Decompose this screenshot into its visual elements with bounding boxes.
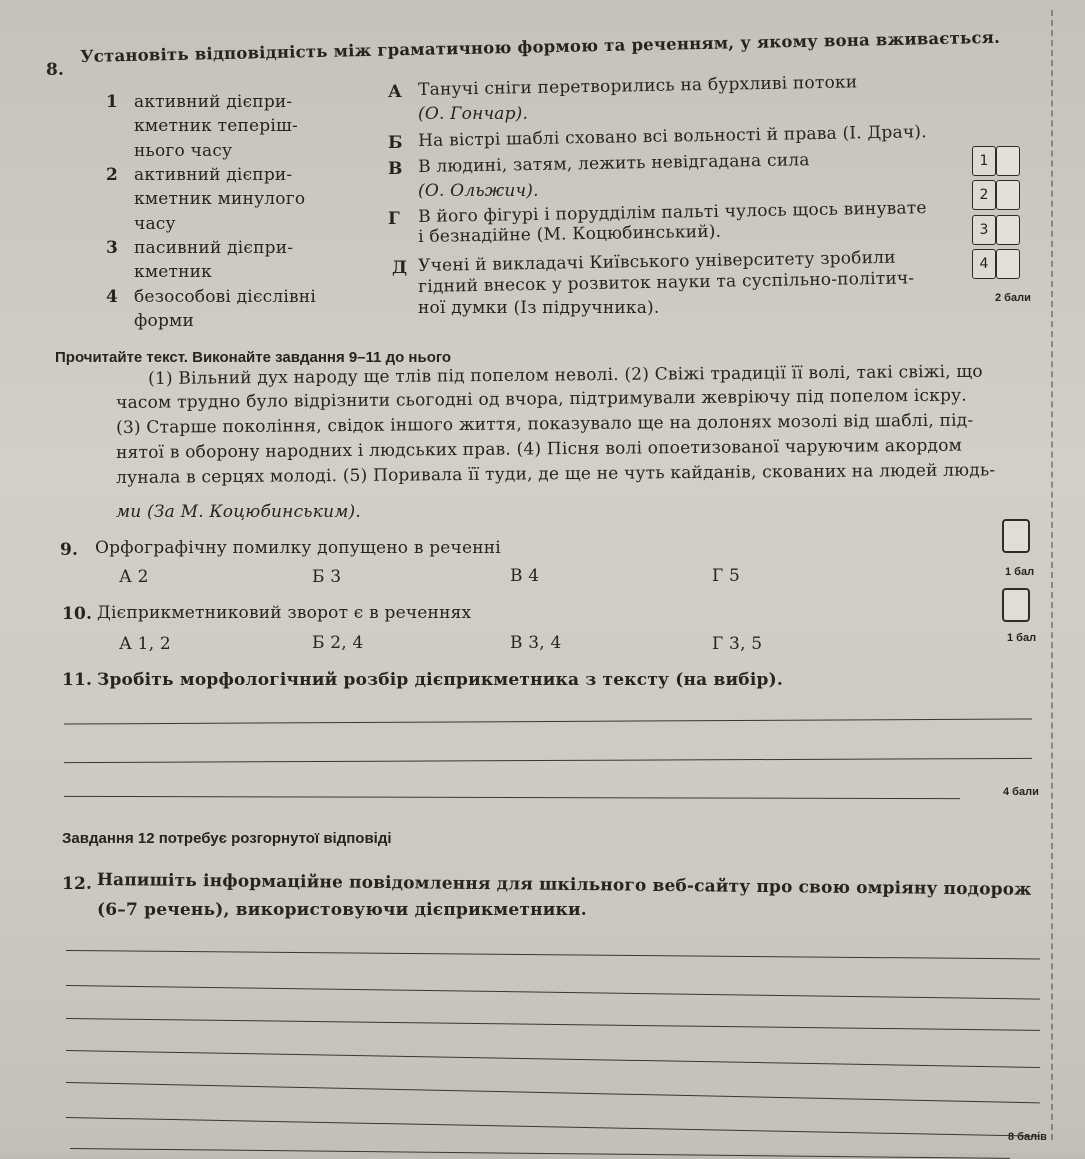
q8-option-letter-v: В <box>388 159 403 179</box>
task12-heading: Завдання 12 потребує розгорнутої відповіді <box>62 830 392 847</box>
q8-left-3-line2: кметник <box>134 262 212 282</box>
q10-answer-box[interactable] <box>1002 588 1030 622</box>
q8-left-num-4: 4 <box>106 287 119 307</box>
reading-heading: Прочитайте текст. Виконайте завдання 9–11 до нього <box>55 349 452 366</box>
q12-prompt-line1: Напишіть інформаційне повідомлення для шкільного веб-сайту про свою омріяну подорож <box>96 870 1032 900</box>
q8-option-b-line1: На вістрі шаблі сховано всі вольності й права (І. Драч). <box>418 122 927 151</box>
q8-option-letter-b: Б <box>388 133 403 153</box>
grid-row-label-3: 3 <box>972 215 996 245</box>
q8-left-1-line1: активний дієпри- <box>134 92 293 112</box>
q8-option-h-line2: і безнадійне (М. Коцюбинський). <box>418 221 722 247</box>
q12-answer-line-2[interactable] <box>66 985 1040 1000</box>
q9-option-b[interactable]: Б 3 <box>312 567 342 587</box>
q9-prompt: Орфографічну помилку допущено в реченні <box>95 538 501 558</box>
q12-answer-line-6[interactable] <box>66 1117 1040 1137</box>
grid-answer-cell-4[interactable] <box>996 249 1020 279</box>
q8-option-a-line1: Танучі сніги перетворились на бурхливі потоки <box>418 72 858 100</box>
q10-option-b[interactable]: Б 2, 4 <box>312 633 364 653</box>
q8-option-d-line2: гідний внесок у розвиток науки та суспільно-політич- <box>418 268 915 297</box>
q12-answer-line-7[interactable] <box>70 1148 1010 1159</box>
q8-option-letter-a: А <box>388 82 403 102</box>
q10-prompt: Дієприкметниковий зворот є в реченнях <box>97 603 472 623</box>
q8-left-2-line3: часу <box>134 214 176 234</box>
q8-left-num-3: 3 <box>106 238 119 258</box>
q8-points: 2 бали <box>995 292 1031 304</box>
q9-option-h[interactable]: Г 5 <box>712 566 741 586</box>
passage-line-4: нятої в оборону народних і людських прав. (4) Пісня волі опоетизованої чаруючим акордом <box>116 435 963 463</box>
q10-option-v[interactable]: В 3, 4 <box>510 633 562 653</box>
q8-option-letter-d: Д <box>392 258 408 278</box>
q8-left-2-line2: кметник минулого <box>134 189 306 209</box>
passage-line-6: ми (За М. Коцюбинським). <box>116 502 361 522</box>
q12-answer-line-5[interactable] <box>66 1082 1040 1103</box>
q8-left-1-line2: кметник теперіш- <box>134 116 298 136</box>
q11-answer-line-2[interactable] <box>64 758 1032 763</box>
q8-option-d-line1: Учені й викладачі Київського університету зробили <box>418 247 896 276</box>
q12-points: 8 балів <box>1008 1131 1047 1143</box>
q8-number: 8. <box>46 60 65 80</box>
passage-line-1: (1) Вільний дух народу ще тлів під попелом неволі. (2) Свіжі традиції її волі, такі свіжі, що <box>148 361 983 389</box>
q11-prompt: Зробіть морфологічний розбір дієприкметника з тексту (на вибір). <box>97 670 783 690</box>
q8-option-v-line1: В людині, затям, лежить невідгадана сила <box>418 150 810 177</box>
q11-answer-line-1[interactable] <box>64 718 1032 724</box>
q9-number: 9. <box>60 540 79 560</box>
q8-left-3-line1: пасивний дієпри- <box>134 238 294 258</box>
q10-option-a[interactable]: А 1, 2 <box>119 634 171 654</box>
q10-number: 10. <box>62 604 93 624</box>
q8-option-a-line2: (О. Гончар). <box>418 104 529 124</box>
q12-answer-line-3[interactable] <box>66 1018 1040 1031</box>
q8-option-h-line1: В його фігурі і порудділім пальті чулось щось винувате <box>418 198 927 227</box>
grid-row-label-4: 4 <box>972 249 996 279</box>
q9-option-v[interactable]: В 4 <box>510 566 540 586</box>
q9-answer-box[interactable] <box>1002 519 1030 553</box>
q8-left-4-line2: форми <box>134 311 194 331</box>
q8-left-2-line1: активний дієпри- <box>134 165 293 185</box>
q8-option-letter-h: Г <box>388 209 400 229</box>
grid-answer-cell-1[interactable] <box>996 146 1020 176</box>
q8-prompt: Установіть відповідність між граматичною формою та реченням, у якому вона вживається. <box>80 27 1001 66</box>
q11-number: 11. <box>62 670 93 690</box>
q11-points: 4 бали <box>1003 786 1039 798</box>
q12-number: 12. <box>62 874 93 894</box>
q10-points: 1 бал <box>1007 632 1037 644</box>
q9-option-a[interactable]: А 2 <box>119 567 149 587</box>
q12-prompt-line2: (6–7 речень), використовуючи дієприкметники. <box>97 900 587 920</box>
q11-answer-line-3[interactable] <box>64 796 960 799</box>
q8-option-d-line3: ної думки (Із підручника). <box>418 298 660 318</box>
q8-left-1-line3: нього часу <box>134 141 233 161</box>
grid-row-label-1: 1 <box>972 146 996 176</box>
grid-row-label-2: 2 <box>972 180 996 210</box>
q10-option-h[interactable]: Г 3, 5 <box>712 634 763 654</box>
passage-line-2: часом трудно було відрізнити сьогодні од вчора, підтримували жевріючу під попелом іскру. <box>116 385 968 413</box>
grid-answer-cell-3[interactable] <box>996 215 1020 245</box>
cut-line <box>1051 10 1053 1140</box>
q8-option-v-line2: (О. Ольжич). <box>418 181 539 201</box>
passage-line-3: (3) Старше покоління, свідок іншого життя, показувало ще на долонях мозолі від шаблі, під- <box>116 410 974 438</box>
passage-line-5: лунала в серцях молоді. (5) Поривала її туди, де ще не чуть кайданів, скованих на людей людь- <box>116 460 996 488</box>
q8-left-4-line1: безособові дієслівні <box>134 287 316 307</box>
q12-answer-line-1[interactable] <box>66 950 1040 959</box>
q8-left-num-1: 1 <box>106 92 119 112</box>
grid-answer-cell-2[interactable] <box>996 180 1020 210</box>
q8-left-num-2: 2 <box>106 165 119 185</box>
q9-points: 1 бал <box>1005 566 1035 578</box>
q12-answer-line-4[interactable] <box>66 1050 1040 1068</box>
